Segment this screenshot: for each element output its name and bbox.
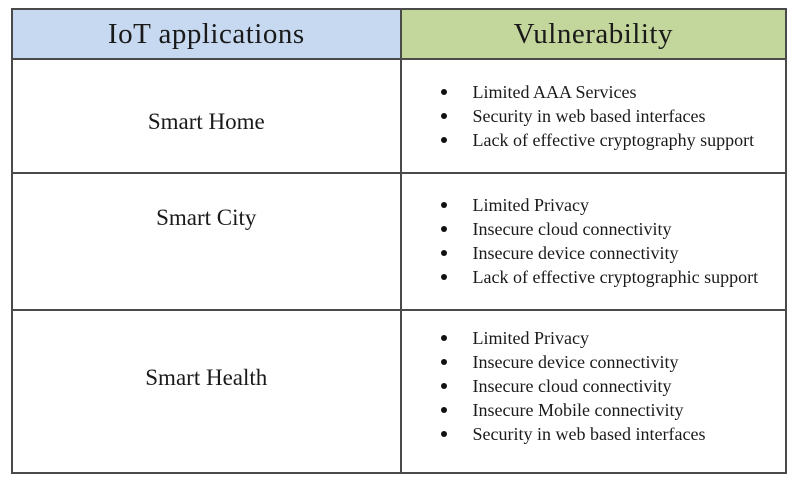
header-row	[12, 9, 786, 59]
vulnerability-item: Insecure device connectivity	[440, 350, 779, 374]
vulnerability-item: Lack of effective cryptographic support	[440, 265, 779, 289]
header-iot-applications: IoT applications	[12, 9, 401, 59]
application-cell-smart-health: Smart Health	[12, 310, 401, 473]
vulnerability-list	[440, 193, 779, 289]
vulnerability-item: Insecure cloud connectivity	[440, 374, 779, 398]
vulnerability-item: Lack of effective cryptography support	[440, 128, 779, 152]
table-row-smart-health	[12, 310, 786, 473]
vulnerability-cell-smart-city	[401, 173, 786, 311]
vulnerability-cell-smart-health	[401, 310, 786, 473]
application-cell-smart-home: Smart Home	[12, 59, 401, 173]
vulnerability-list	[440, 326, 779, 446]
vulnerability-list	[440, 80, 779, 152]
table-row-smart-home	[12, 59, 786, 173]
table-row-smart-city	[12, 173, 786, 311]
vulnerability-item: Security in web based interfaces	[440, 422, 779, 446]
header-vulnerability: Vulnerability	[401, 9, 786, 59]
vulnerability-item: Insecure device connectivity	[440, 241, 779, 265]
vulnerability-item: Insecure cloud connectivity	[440, 217, 779, 241]
vulnerability-item: Security in web based interfaces	[440, 104, 779, 128]
vulnerability-item: Limited AAA Services	[440, 80, 779, 104]
vulnerability-cell-smart-home	[401, 59, 786, 173]
iot-vulnerability-table	[11, 8, 787, 474]
vulnerability-item: Limited Privacy	[440, 193, 779, 217]
vulnerability-item: Limited Privacy	[440, 326, 779, 350]
vulnerability-item: Insecure Mobile connectivity	[440, 398, 779, 422]
application-cell-smart-city: Smart City	[12, 173, 401, 311]
